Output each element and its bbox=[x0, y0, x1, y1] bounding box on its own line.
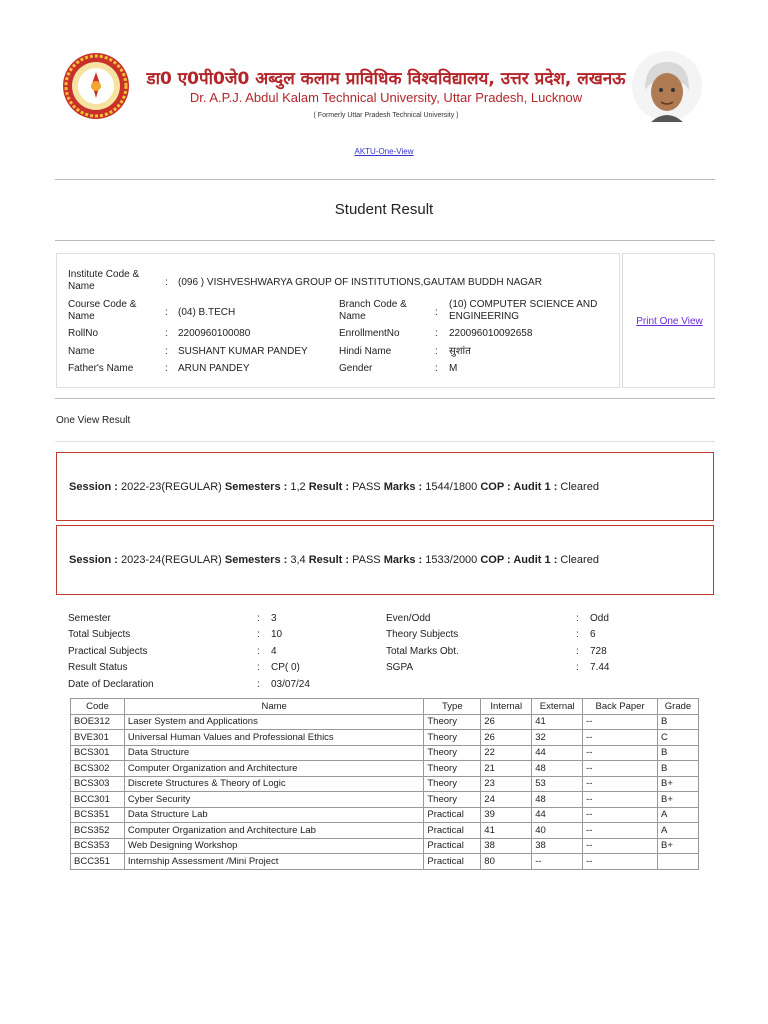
cell-type: Theory bbox=[424, 792, 481, 808]
cell-type: Theory bbox=[424, 714, 481, 730]
university-header bbox=[0, 50, 768, 130]
total-marks-value: 728 bbox=[590, 646, 607, 657]
cell-code: BCS302 bbox=[71, 761, 125, 777]
cell-back-paper: -- bbox=[583, 745, 658, 761]
colon: : bbox=[435, 363, 438, 374]
session-value: 2023-24(REGULAR) bbox=[120, 554, 222, 566]
page-title: Student Result bbox=[334, 201, 434, 218]
print-panel bbox=[622, 253, 715, 388]
semester-value: 3 bbox=[271, 613, 277, 624]
cell-internal: 26 bbox=[481, 730, 532, 746]
cell-name: Cyber Security bbox=[124, 792, 423, 808]
column-header: Grade bbox=[658, 699, 699, 715]
cell-internal: 24 bbox=[481, 792, 532, 808]
cell-back-paper: -- bbox=[583, 854, 658, 870]
father-name-label: Father's Name bbox=[68, 363, 134, 374]
cop-label: COP : Audit 1 : bbox=[480, 554, 558, 566]
sgpa-label: SGPA bbox=[386, 662, 414, 673]
cell-internal: 39 bbox=[481, 807, 532, 823]
name-value: SUSHANT KUMAR PANDEY bbox=[178, 346, 308, 357]
aktu-one-view-link[interactable]: AKTU-One-View bbox=[354, 147, 414, 156]
cell-back-paper: -- bbox=[583, 838, 658, 854]
cell-external: 48 bbox=[532, 761, 583, 777]
colon: : bbox=[257, 679, 260, 690]
father-name-value: ARUN PANDEY bbox=[178, 363, 250, 374]
cell-code: BCS351 bbox=[71, 807, 125, 823]
colon: : bbox=[165, 277, 168, 288]
cell-type: Theory bbox=[424, 730, 481, 746]
divider bbox=[55, 441, 715, 442]
result-value: PASS bbox=[352, 481, 381, 493]
cell-back-paper: -- bbox=[583, 807, 658, 823]
column-header: Code bbox=[71, 699, 125, 715]
semesters-value: 3,4 bbox=[290, 554, 306, 566]
enrollment-label: EnrollmentNo bbox=[339, 328, 400, 339]
cell-back-paper: -- bbox=[583, 792, 658, 808]
table-row bbox=[71, 776, 699, 792]
cop-label: COP : Audit 1 : bbox=[480, 481, 558, 493]
result-value: PASS bbox=[352, 554, 381, 566]
result-label: Result : bbox=[308, 554, 350, 566]
cell-external: 53 bbox=[532, 776, 583, 792]
cell-code: BCS303 bbox=[71, 776, 125, 792]
university-logo-icon bbox=[62, 52, 130, 120]
cell-name: Discrete Structures & Theory of Logic bbox=[124, 776, 423, 792]
cell-code: BVE301 bbox=[71, 730, 125, 746]
cell-external: 38 bbox=[532, 838, 583, 854]
semesters-value: 1,2 bbox=[290, 481, 306, 493]
table-row bbox=[71, 854, 699, 870]
column-header: Back Paper bbox=[583, 699, 658, 715]
declaration-date-value: 03/07/24 bbox=[271, 679, 310, 690]
cell-type: Theory bbox=[424, 745, 481, 761]
name-label: Name bbox=[68, 346, 95, 357]
cell-grade bbox=[658, 854, 699, 870]
university-title-hindi: डा0 ए0पी0जे0 अब्दुल कलाम प्राविधिक विश्वविद्यालय, उत्तर प्रदेश, लखनऊ bbox=[146, 69, 626, 89]
cell-code: BCC351 bbox=[71, 854, 125, 870]
colon: : bbox=[165, 328, 168, 339]
branch-label: Branch Code & Name bbox=[339, 299, 407, 322]
cell-external: 44 bbox=[532, 745, 583, 761]
result-status-value: CP( 0) bbox=[271, 662, 300, 673]
divider bbox=[55, 179, 715, 180]
cell-back-paper: -- bbox=[583, 823, 658, 839]
table-row bbox=[71, 792, 699, 808]
cell-grade: C bbox=[658, 730, 699, 746]
cell-name: Computer Organization and Architecture bbox=[124, 761, 423, 777]
semesters-label: Semesters : bbox=[224, 554, 288, 566]
declaration-date-label: Date of Declaration bbox=[68, 679, 154, 690]
formerly-note: ( Formerly Uttar Pradesh Technical University ) bbox=[313, 112, 459, 119]
cell-back-paper: -- bbox=[583, 761, 658, 777]
institute-value: (096 ) VISHVESHWARYA GROUP OF INSTITUTIONS,GAUTAM BUDDH NAGAR bbox=[178, 277, 542, 288]
table-row bbox=[71, 807, 699, 823]
cell-name: Data Structure bbox=[124, 745, 423, 761]
cell-name: Web Designing Workshop bbox=[124, 838, 423, 854]
colon: : bbox=[257, 629, 260, 640]
cell-grade: B+ bbox=[658, 776, 699, 792]
cop-value: Cleared bbox=[560, 481, 599, 493]
total-marks-label: Total Marks Obt. bbox=[386, 646, 459, 657]
cell-code: BCS301 bbox=[71, 745, 125, 761]
theory-subjects-label: Theory Subjects bbox=[386, 629, 459, 640]
cell-type: Practical bbox=[424, 807, 481, 823]
table-row bbox=[71, 714, 699, 730]
cell-external: 44 bbox=[532, 807, 583, 823]
cell-internal: 22 bbox=[481, 745, 532, 761]
marks-label: Marks : bbox=[383, 481, 423, 493]
colon: : bbox=[435, 307, 438, 318]
total-subjects-label: Total Subjects bbox=[68, 629, 131, 640]
table-row bbox=[71, 761, 699, 777]
semester-label: Semester bbox=[68, 613, 111, 624]
cell-back-paper: -- bbox=[583, 776, 658, 792]
semesters-label: Semesters : bbox=[224, 481, 288, 493]
table-header-row bbox=[71, 699, 699, 715]
session-summary bbox=[69, 554, 599, 566]
hindi-name-value: सुशांत bbox=[449, 346, 471, 357]
column-header: Name bbox=[124, 699, 423, 715]
cell-internal: 21 bbox=[481, 761, 532, 777]
cell-type: Theory bbox=[424, 776, 481, 792]
result-label: Result : bbox=[308, 481, 350, 493]
cell-grade: A bbox=[658, 823, 699, 839]
cell-external: 48 bbox=[532, 792, 583, 808]
session-label: Session : bbox=[69, 554, 118, 566]
theory-subjects-value: 6 bbox=[590, 629, 596, 640]
cell-code: BCC301 bbox=[71, 792, 125, 808]
practical-subjects-value: 4 bbox=[271, 646, 277, 657]
table-row bbox=[71, 838, 699, 854]
total-subjects-value: 10 bbox=[271, 629, 283, 640]
column-header: Type bbox=[424, 699, 481, 715]
colon: : bbox=[257, 613, 260, 624]
cell-name: Laser System and Applications bbox=[124, 714, 423, 730]
divider bbox=[55, 240, 715, 241]
sgpa-value: 7.44 bbox=[590, 662, 610, 673]
table-row bbox=[71, 745, 699, 761]
cell-grade: B bbox=[658, 714, 699, 730]
course-value: (04) B.TECH bbox=[178, 307, 236, 318]
cell-external: 32 bbox=[532, 730, 583, 746]
cell-name: Data Structure Lab bbox=[124, 807, 423, 823]
cell-code: BOE312 bbox=[71, 714, 125, 730]
cell-grade: B bbox=[658, 761, 699, 777]
cell-grade: A bbox=[658, 807, 699, 823]
colon: : bbox=[257, 646, 260, 657]
colon: : bbox=[165, 363, 168, 374]
university-title-english: Dr. A.P.J. Abdul Kalam Technical University, Uttar Pradesh, Lucknow bbox=[189, 90, 583, 105]
colon: : bbox=[165, 307, 168, 318]
even-odd-label: Even/Odd bbox=[386, 613, 431, 624]
cell-type: Practical bbox=[424, 823, 481, 839]
marks-label: Marks : bbox=[383, 554, 423, 566]
colon: : bbox=[435, 328, 438, 339]
cell-internal: 26 bbox=[481, 714, 532, 730]
institute-label: Institute Code & Name bbox=[68, 269, 140, 292]
session-row[interactable] bbox=[56, 452, 714, 521]
cell-code: BCS353 bbox=[71, 838, 125, 854]
rollno-label: RollNo bbox=[68, 328, 99, 339]
subject-grades-table bbox=[70, 698, 699, 870]
session-row[interactable] bbox=[56, 525, 714, 595]
marks-value: 1544/1800 bbox=[425, 481, 478, 493]
divider bbox=[55, 398, 715, 399]
course-label: Course Code & Name bbox=[68, 299, 137, 322]
session-value: 2022-23(REGULAR) bbox=[120, 481, 222, 493]
cell-type: Practical bbox=[424, 838, 481, 854]
cell-back-paper: -- bbox=[583, 730, 658, 746]
cell-external: 40 bbox=[532, 823, 583, 839]
colon: : bbox=[435, 346, 438, 357]
session-label: Session : bbox=[69, 481, 118, 493]
column-header: External bbox=[532, 699, 583, 715]
portrait-image-icon bbox=[631, 50, 703, 122]
cell-name: Universal Human Values and Professional Ethics bbox=[124, 730, 423, 746]
cell-external: 41 bbox=[532, 714, 583, 730]
session-summary bbox=[69, 481, 599, 493]
gender-label: Gender bbox=[339, 363, 373, 374]
one-view-result-label: One View Result bbox=[56, 415, 131, 426]
colon: : bbox=[576, 646, 579, 657]
cell-internal: 23 bbox=[481, 776, 532, 792]
rollno-value: 2200960100080 bbox=[178, 328, 251, 339]
colon: : bbox=[257, 662, 260, 673]
practical-subjects-label: Practical Subjects bbox=[68, 646, 148, 657]
branch-value: (10) COMPUTER SCIENCE AND ENGINEERING bbox=[449, 299, 598, 322]
even-odd-value: Odd bbox=[590, 613, 609, 624]
colon: : bbox=[165, 346, 168, 357]
cell-grade: B bbox=[658, 745, 699, 761]
cell-code: BCS352 bbox=[71, 823, 125, 839]
enrollment-value: 220096010092658 bbox=[449, 328, 533, 339]
colon: : bbox=[576, 629, 579, 640]
result-status-label: Result Status bbox=[68, 662, 128, 673]
marks-value: 1533/2000 bbox=[425, 554, 478, 566]
colon: : bbox=[576, 613, 579, 624]
cell-back-paper: -- bbox=[583, 714, 658, 730]
cell-type: Theory bbox=[424, 761, 481, 777]
table-row bbox=[71, 823, 699, 839]
colon: : bbox=[576, 662, 579, 673]
cell-name: Internship Assessment /Mini Project bbox=[124, 854, 423, 870]
column-header: Internal bbox=[481, 699, 532, 715]
gender-value: M bbox=[449, 363, 458, 374]
cop-value: Cleared bbox=[560, 554, 599, 566]
cell-external: -- bbox=[532, 854, 583, 870]
cell-internal: 38 bbox=[481, 838, 532, 854]
cell-name: Computer Organization and Architecture Lab bbox=[124, 823, 423, 839]
print-one-view-link[interactable]: Print One View bbox=[636, 316, 703, 327]
cell-grade: B+ bbox=[658, 792, 699, 808]
table-row bbox=[71, 730, 699, 746]
cell-grade: B+ bbox=[658, 838, 699, 854]
hindi-name-label: Hindi Name bbox=[339, 346, 392, 357]
cell-type: Practical bbox=[424, 854, 481, 870]
student-info-panel bbox=[56, 253, 620, 388]
cell-internal: 80 bbox=[481, 854, 532, 870]
cell-internal: 41 bbox=[481, 823, 532, 839]
